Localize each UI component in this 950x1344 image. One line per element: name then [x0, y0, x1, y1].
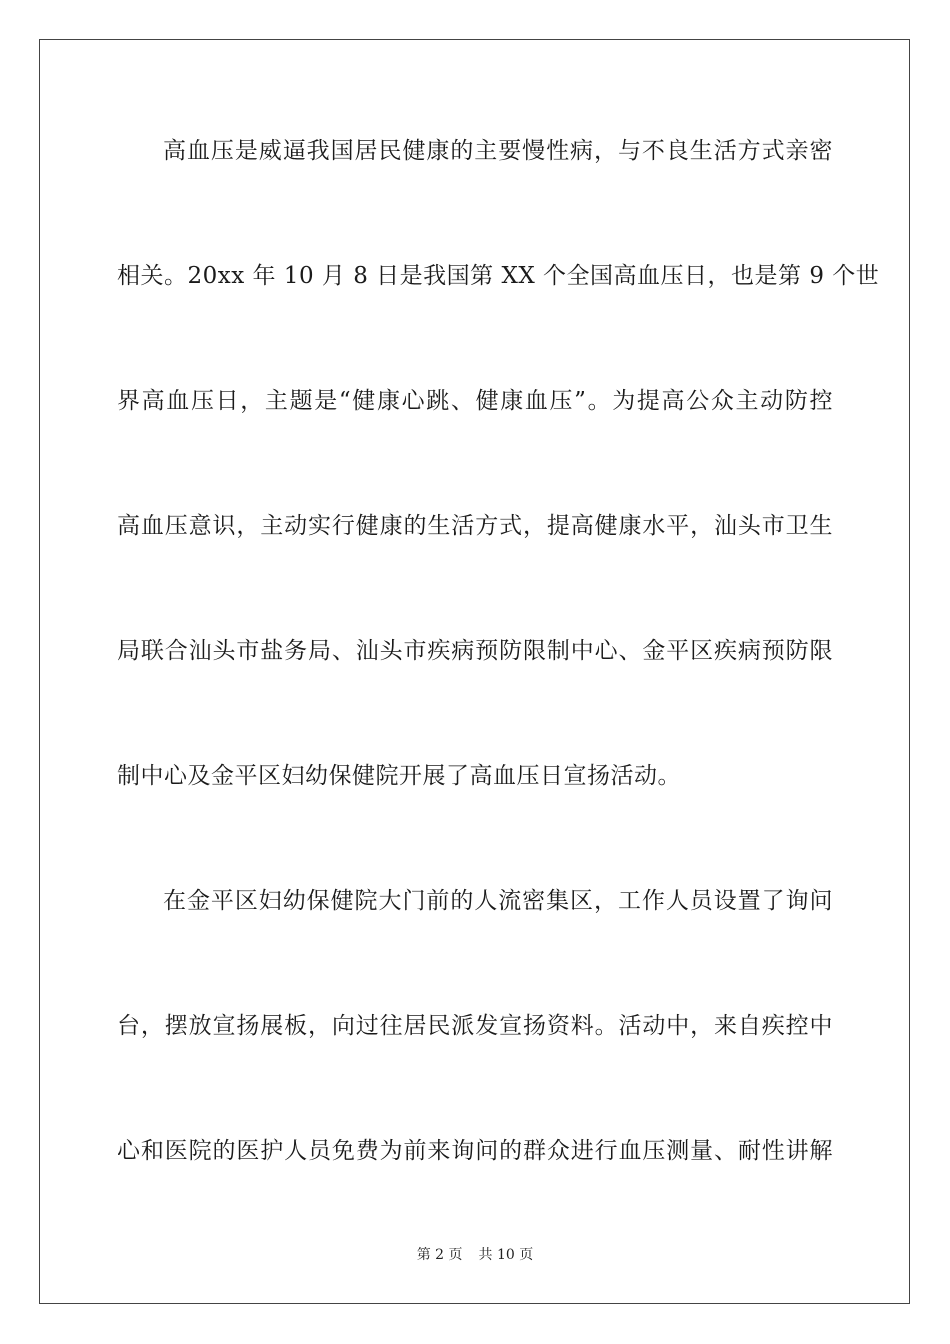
page-total: 共 10 页 — [478, 1247, 534, 1263]
text-line: 相关。20xx 年 10 月 8 日是我国第 XX 个全国高血压日，也是第 9 个世 — [117, 263, 880, 289]
paragraph-1 — [117, 120, 880, 808]
text-line: 局联合汕头市盐务局、汕头市疾病预防限制中心、金平区疾病预防限 — [117, 638, 833, 664]
text-line: 高血压意识，主动实行健康的生活方式，提高健康水平，汕头市卫生 — [117, 513, 833, 539]
text-line: 在金平区妇幼保健院大门前的人流密集区，工作人员设置了询问 — [163, 888, 833, 914]
page-footer — [0, 1244, 950, 1264]
text-line: 心和医院的医护人员免费为前来询问的群众进行血压测量、耐性讲解 — [117, 1138, 833, 1164]
text-line: 高血压是威逼我国居民健康的主要慢性病，与不良生活方式亲密 — [163, 138, 833, 164]
paragraph-2 — [117, 870, 833, 1183]
text-line: 台，摆放宣扬展板，向过往居民派发宣扬资料。活动中，来自疾控中 — [117, 1013, 833, 1039]
document-body — [117, 120, 880, 1245]
text-line: 制中心及金平区妇幼保健院开展了高血压日宣扬活动。 — [117, 763, 681, 789]
page-number: 第 2 页 — [416, 1247, 463, 1263]
text-line: 界高血压日，主题是“健康心跳、健康血压”。为提高公众主动防控 — [117, 388, 833, 414]
